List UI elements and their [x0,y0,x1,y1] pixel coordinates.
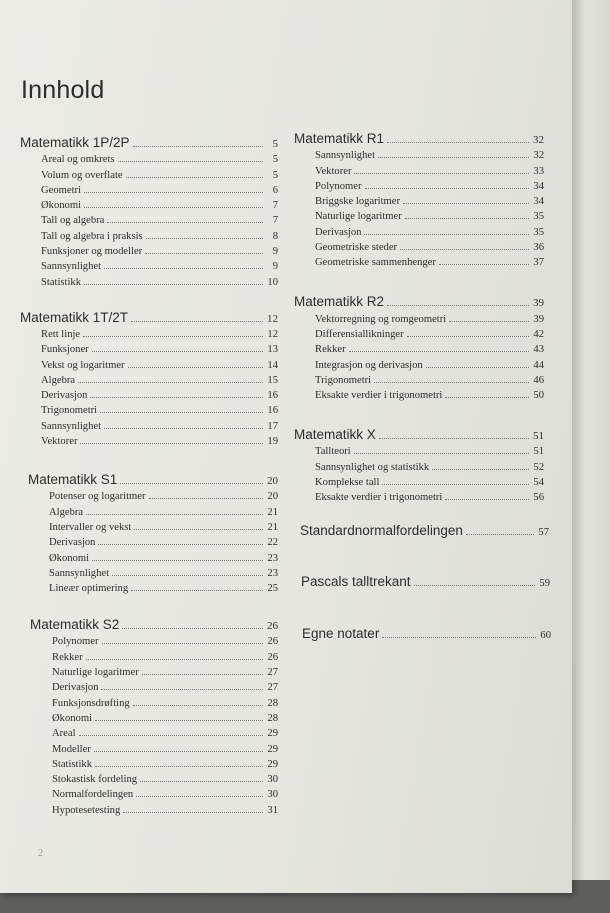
dot-leader [466,533,534,535]
dot-leader [95,719,263,721]
dot-leader [387,141,529,143]
dot-leader [146,237,263,239]
toc-entry-page: 17 [267,420,278,432]
dot-leader [80,442,263,444]
toc-entry-label: Areal [52,728,76,740]
toc-entry-label: Differensiallikninger [315,328,404,340]
toc-entry-page: 30 [267,774,278,786]
facing-page-edge [572,0,610,880]
toc-entry[interactable] [294,161,544,176]
dot-leader [118,160,263,162]
toc-extra-label: Egne notater [302,626,380,641]
toc-heading-page: 51 [533,430,544,443]
toc-entry-label: Økonomi [41,200,82,212]
toc-entry-label: Rekker [52,651,83,663]
toc-entry[interactable] [20,325,278,340]
toc-entry[interactable] [20,647,278,662]
toc-entry-label: Tall og algebra [41,215,105,227]
dot-leader [149,497,264,499]
toc-entry-page: 19 [267,436,278,448]
toc-entry-page: 29 [267,743,278,755]
dot-leader [414,584,535,586]
toc-entry-label: Algebra [49,506,84,518]
toc-entry-label: Vektorer [41,436,78,448]
dot-leader [365,187,530,189]
toc-heading-page: 20 [267,475,278,488]
dot-leader [84,191,263,193]
toc-section [294,287,544,401]
toc-entry-page: 14 [267,359,278,371]
toc-entry[interactable] [294,488,544,503]
dot-leader [83,335,263,337]
toc-entry-page: 29 [267,728,278,740]
toc-entry-page: 12 [267,328,278,340]
toc-entry-label: Komplekse tall [315,477,380,489]
toc-entry-page: 13 [267,344,278,356]
toc-entry-page: 39 [533,313,544,325]
toc-entry-label: Sannsynlighet [49,567,110,579]
toc-entry-label: Funksjonsdrøfting [52,697,130,709]
toc-extra-entry[interactable] [302,619,551,641]
toc-entry-page: 16 [267,405,278,417]
dot-leader [407,335,529,337]
toc-entry-page: 7 [272,215,278,227]
dot-leader [101,688,263,690]
toc-entry-label: Polynomer [52,636,99,648]
toc-entry-label: Potenser og logaritmer [49,491,146,503]
toc-entry[interactable] [294,340,544,355]
toc-heading-label: Matematikk S2 [30,617,120,633]
toc-entry-label: Derivasjon [49,537,96,549]
toc-entry[interactable] [20,401,278,416]
toc-entry-page: 50 [533,390,544,402]
toc-entry-label: Vektorregning og romgeometri [315,313,447,325]
dot-leader [354,452,529,454]
toc-entry-label: Geometriske sammenhenger [315,257,436,269]
toc-entry-label: Eksakte verdier i trigonometri [315,390,443,402]
toc-entry[interactable] [20,165,278,180]
toc-entry-page: 28 [267,697,278,709]
dot-leader [78,381,263,383]
toc-entry-page: 32 [533,150,544,162]
toc-entry-label: Eksakte verdier i trigonometri [315,492,443,504]
toc-extra-entry[interactable] [300,516,549,538]
dot-leader [79,734,263,736]
toc-entry-label: Rett linje [41,328,81,340]
toc-entry[interactable] [294,253,544,268]
toc-entry-page: 34 [533,180,544,192]
toc-heading-label: Matematikk S1 [28,472,118,488]
toc-entry-page: 20 [267,491,278,503]
toc-entry[interactable] [294,473,544,488]
toc-entry[interactable] [20,632,278,647]
toc-entry[interactable] [20,579,278,594]
dot-leader [364,233,529,235]
toc-entry-label: Integrasjon og derivasjon [315,359,423,371]
toc-entry[interactable] [20,770,278,785]
toc-entry-page: 34 [533,196,544,208]
toc-entry[interactable] [20,564,278,579]
toc-section [20,465,278,594]
dot-leader [86,513,263,515]
dot-leader [374,381,529,383]
toc-section [294,124,544,268]
toc-entry[interactable] [294,177,544,192]
toc-entry[interactable] [20,663,278,678]
toc-entry[interactable] [294,222,544,237]
dot-leader [131,589,263,591]
toc-entry[interactable] [20,181,278,196]
toc-entry-page: 33 [533,165,544,177]
page-title: Innhold [21,76,105,104]
toc-entry[interactable] [20,340,278,355]
toc-entry[interactable] [294,192,544,207]
toc-entry-label: Tall og algebra i praksis [41,230,143,242]
toc-entry-label: Vektorer [315,165,352,177]
toc-entry[interactable] [20,371,278,386]
toc-entry[interactable] [20,518,278,533]
toc-entry-page: 8 [272,230,278,242]
toc-entry-page: 26 [267,651,278,663]
toc-entry-page: 27 [267,682,278,694]
toc-entry-page: 10 [267,276,278,288]
toc-entry-page: 35 [533,226,544,238]
dot-leader [439,263,529,265]
toc-entry-page: 43 [533,344,544,356]
toc-entry-label: Areal og omkrets [41,154,115,166]
toc-entry-page: 36 [533,242,544,254]
toc-entry-label: Naturlige logaritmer [315,211,402,223]
toc-entry[interactable] [20,724,278,739]
toc-extra-label: Pascals talltrekant [301,574,411,589]
dot-leader [354,172,529,174]
dot-leader [126,176,263,178]
toc-entry-page: 52 [533,461,544,473]
toc-entry[interactable] [20,693,278,708]
toc-entry-page: 16 [267,390,278,402]
toc-entry[interactable] [20,755,278,770]
toc-entry-page: 23 [267,552,278,564]
toc-entry[interactable] [20,386,278,401]
toc-entry-page: 31 [267,804,278,816]
toc-heading-label: Matematikk R2 [294,294,385,310]
dot-leader [86,658,263,660]
toc-entry-page: 25 [267,583,278,595]
toc-entry[interactable] [20,196,278,211]
dot-leader [382,483,529,485]
toc-entry-page: 44 [533,359,544,371]
toc-entry-label: Derivasjon [41,390,88,402]
toc-entry[interactable] [20,800,278,815]
toc-entry[interactable] [20,242,278,257]
toc-heading-page: 32 [533,134,544,146]
toc-entry-label: Hypotesetesting [52,804,121,816]
toc-entry[interactable] [294,146,544,161]
toc-entry-label: Polynomer [315,180,362,192]
toc-heading-label: Matematikk 1T/2T [20,309,129,325]
toc-entry-label: Volum og overflate [41,169,123,181]
dot-leader [92,350,263,352]
dot-leader [104,267,263,269]
dot-leader [107,221,263,223]
toc-extra-page: 60 [540,630,551,641]
dot-leader [136,795,263,797]
dot-leader [378,156,529,158]
toc-entry[interactable] [20,487,278,502]
toc-entry[interactable] [20,739,278,754]
toc-entry-label: Sannsynlighet [41,420,102,432]
toc-entry-label: Tallteori [315,446,351,458]
toc-entry[interactable] [294,238,544,253]
dot-leader [90,396,263,398]
toc-entry-page: 51 [533,446,544,458]
toc-heading[interactable] [294,124,544,146]
toc-entry[interactable] [294,386,544,401]
toc-entry[interactable] [294,207,544,222]
toc-entry-label: Trigonometri [41,405,98,417]
toc-entry-page: 37 [533,257,544,269]
toc-heading[interactable] [294,420,544,442]
toc-entry-page: 21 [267,521,278,533]
toc-entry-page: 15 [267,374,278,386]
toc-entry-label: Derivasjon [52,682,99,694]
dot-leader [128,366,263,368]
toc-entry-label: Funksjoner [41,344,89,356]
toc-entry-label: Statistikk [41,276,82,288]
page-number: 2 [38,848,43,859]
dot-leader [403,202,529,204]
toc-heading[interactable] [20,303,278,325]
toc-entry-page: 5 [272,169,278,181]
toc-heading[interactable] [294,287,544,309]
dot-leader [100,411,263,413]
toc-entry-page: 42 [533,328,544,340]
toc-entry-label: Derivasjon [315,226,362,238]
toc-entry[interactable] [20,272,278,287]
dot-leader [95,765,263,767]
toc-entry[interactable] [294,325,544,340]
dot-leader [142,673,263,675]
dot-leader [140,780,263,782]
toc-entry[interactable] [20,432,278,447]
toc-entry-label: Normalfordelingen [52,789,134,801]
dot-leader [382,636,536,638]
toc-entry[interactable] [20,785,278,800]
toc-entry-page: 28 [267,712,278,724]
toc-entry-page: 46 [533,374,544,386]
toc-entry-page: 6 [272,184,278,196]
dot-leader [145,252,263,254]
dot-leader [432,468,529,470]
toc-entry-label: Rekker [315,344,346,356]
toc-entry[interactable] [294,457,544,472]
toc-entry-page: 29 [267,758,278,770]
toc-entry-label: Sannsynlighet og statistikk [315,461,430,473]
dot-leader [112,574,263,576]
dot-leader [122,627,263,629]
toc-entry-page: 54 [533,477,544,489]
toc-entry-page: 35 [533,211,544,223]
toc-extra-page: 57 [538,527,549,538]
dot-leader [405,217,529,219]
toc-heading-page: 12 [267,312,278,325]
toc-entry[interactable] [20,533,278,548]
toc-section [294,420,544,503]
toc-entry[interactable] [20,548,278,563]
toc-section [20,610,278,816]
toc-section [20,128,278,288]
toc-entry[interactable] [20,709,278,724]
dot-leader [92,559,263,561]
toc-entry-page: 9 [272,261,278,273]
dot-leader [84,206,263,208]
toc-left-column [20,128,278,816]
toc-entry-label: Stokastisk fordeling [52,774,138,786]
toc-heading[interactable] [20,465,278,487]
toc-heading-page: 39 [533,297,544,310]
toc-entry[interactable] [294,309,544,324]
toc-entry-label: Modeller [52,743,91,755]
toc-entry-page: 23 [267,567,278,579]
dot-leader [445,396,529,398]
toc-section [20,303,278,447]
dot-leader [120,482,263,484]
toc-entry[interactable] [294,371,544,386]
toc-heading-label: Matematikk R1 [294,131,385,146]
dot-leader [349,350,529,352]
toc-entry-label: Sannsynlighet [315,150,376,162]
toc-entry-page: 56 [533,492,544,504]
dot-leader [133,145,263,147]
dot-leader [449,320,529,322]
toc-right-column [294,124,544,503]
toc-entry[interactable] [20,678,278,693]
toc-entry-label: Naturlige logaritmer [52,667,139,679]
toc-entry-page: 26 [267,636,278,648]
toc-entry-label: Lineær optimering [49,583,129,595]
toc-entry-page: 21 [267,506,278,518]
toc-entry-label: Statistikk [52,758,93,770]
toc-entry[interactable] [20,257,278,272]
toc-entry[interactable] [20,150,278,165]
toc-heading-label: Matematikk 1P/2P [20,135,130,150]
toc-entry-label: Sannsynlighet [41,261,102,273]
dot-leader [445,498,529,500]
dot-leader [84,283,263,285]
toc-extra-page: 59 [539,578,550,589]
toc-entry[interactable] [20,211,278,226]
toc-entry-label: Geometri [41,184,82,196]
toc-extra-label: Standardnormalfordelingen [300,523,463,538]
dot-leader [104,427,263,429]
toc-entry-label: Økonomi [49,552,90,564]
dot-leader [131,320,263,322]
dot-leader [123,811,263,813]
toc-entry-label: Briggske logaritmer [315,196,401,208]
toc-extra-entry[interactable] [301,567,550,589]
toc-entry[interactable] [20,355,278,370]
dot-leader [400,248,529,250]
toc-entry-label: Trigonometri [315,374,372,386]
toc-entry-page: 30 [267,789,278,801]
toc-heading[interactable] [20,610,278,632]
toc-entry-label: Vekst og logaritmer [41,359,125,371]
dot-leader [387,304,529,306]
toc-heading[interactable] [20,128,278,150]
dot-leader [426,366,529,368]
toc-entry[interactable] [294,442,544,457]
toc-entry-page: 7 [272,200,278,212]
toc-entry[interactable] [20,416,278,431]
toc-entry-label: Algebra [41,374,76,386]
toc-entry[interactable] [294,355,544,370]
dot-leader [134,528,263,530]
toc-entry[interactable] [20,226,278,241]
toc-entry-label: Økonomi [52,712,93,724]
toc-heading-page: 5 [272,138,278,150]
toc-heading-label: Matematikk X [294,427,376,443]
dot-leader [94,750,263,752]
toc-entry-label: Geometriske steder [315,242,398,254]
toc-entry-page: 5 [272,154,278,166]
dot-leader [102,642,264,644]
dot-leader [98,543,263,545]
toc-entry-label: Intervaller og vekst [49,521,132,533]
toc-entry-page: 22 [267,537,278,549]
dot-leader [379,437,529,439]
dot-leader [133,704,263,706]
toc-entry-label: Funksjoner og modeller [41,246,143,258]
toc-entry-page: 27 [267,667,278,679]
toc-heading-page: 26 [267,620,278,633]
toc-entry[interactable] [20,502,278,517]
toc-entry-page: 9 [272,246,278,258]
